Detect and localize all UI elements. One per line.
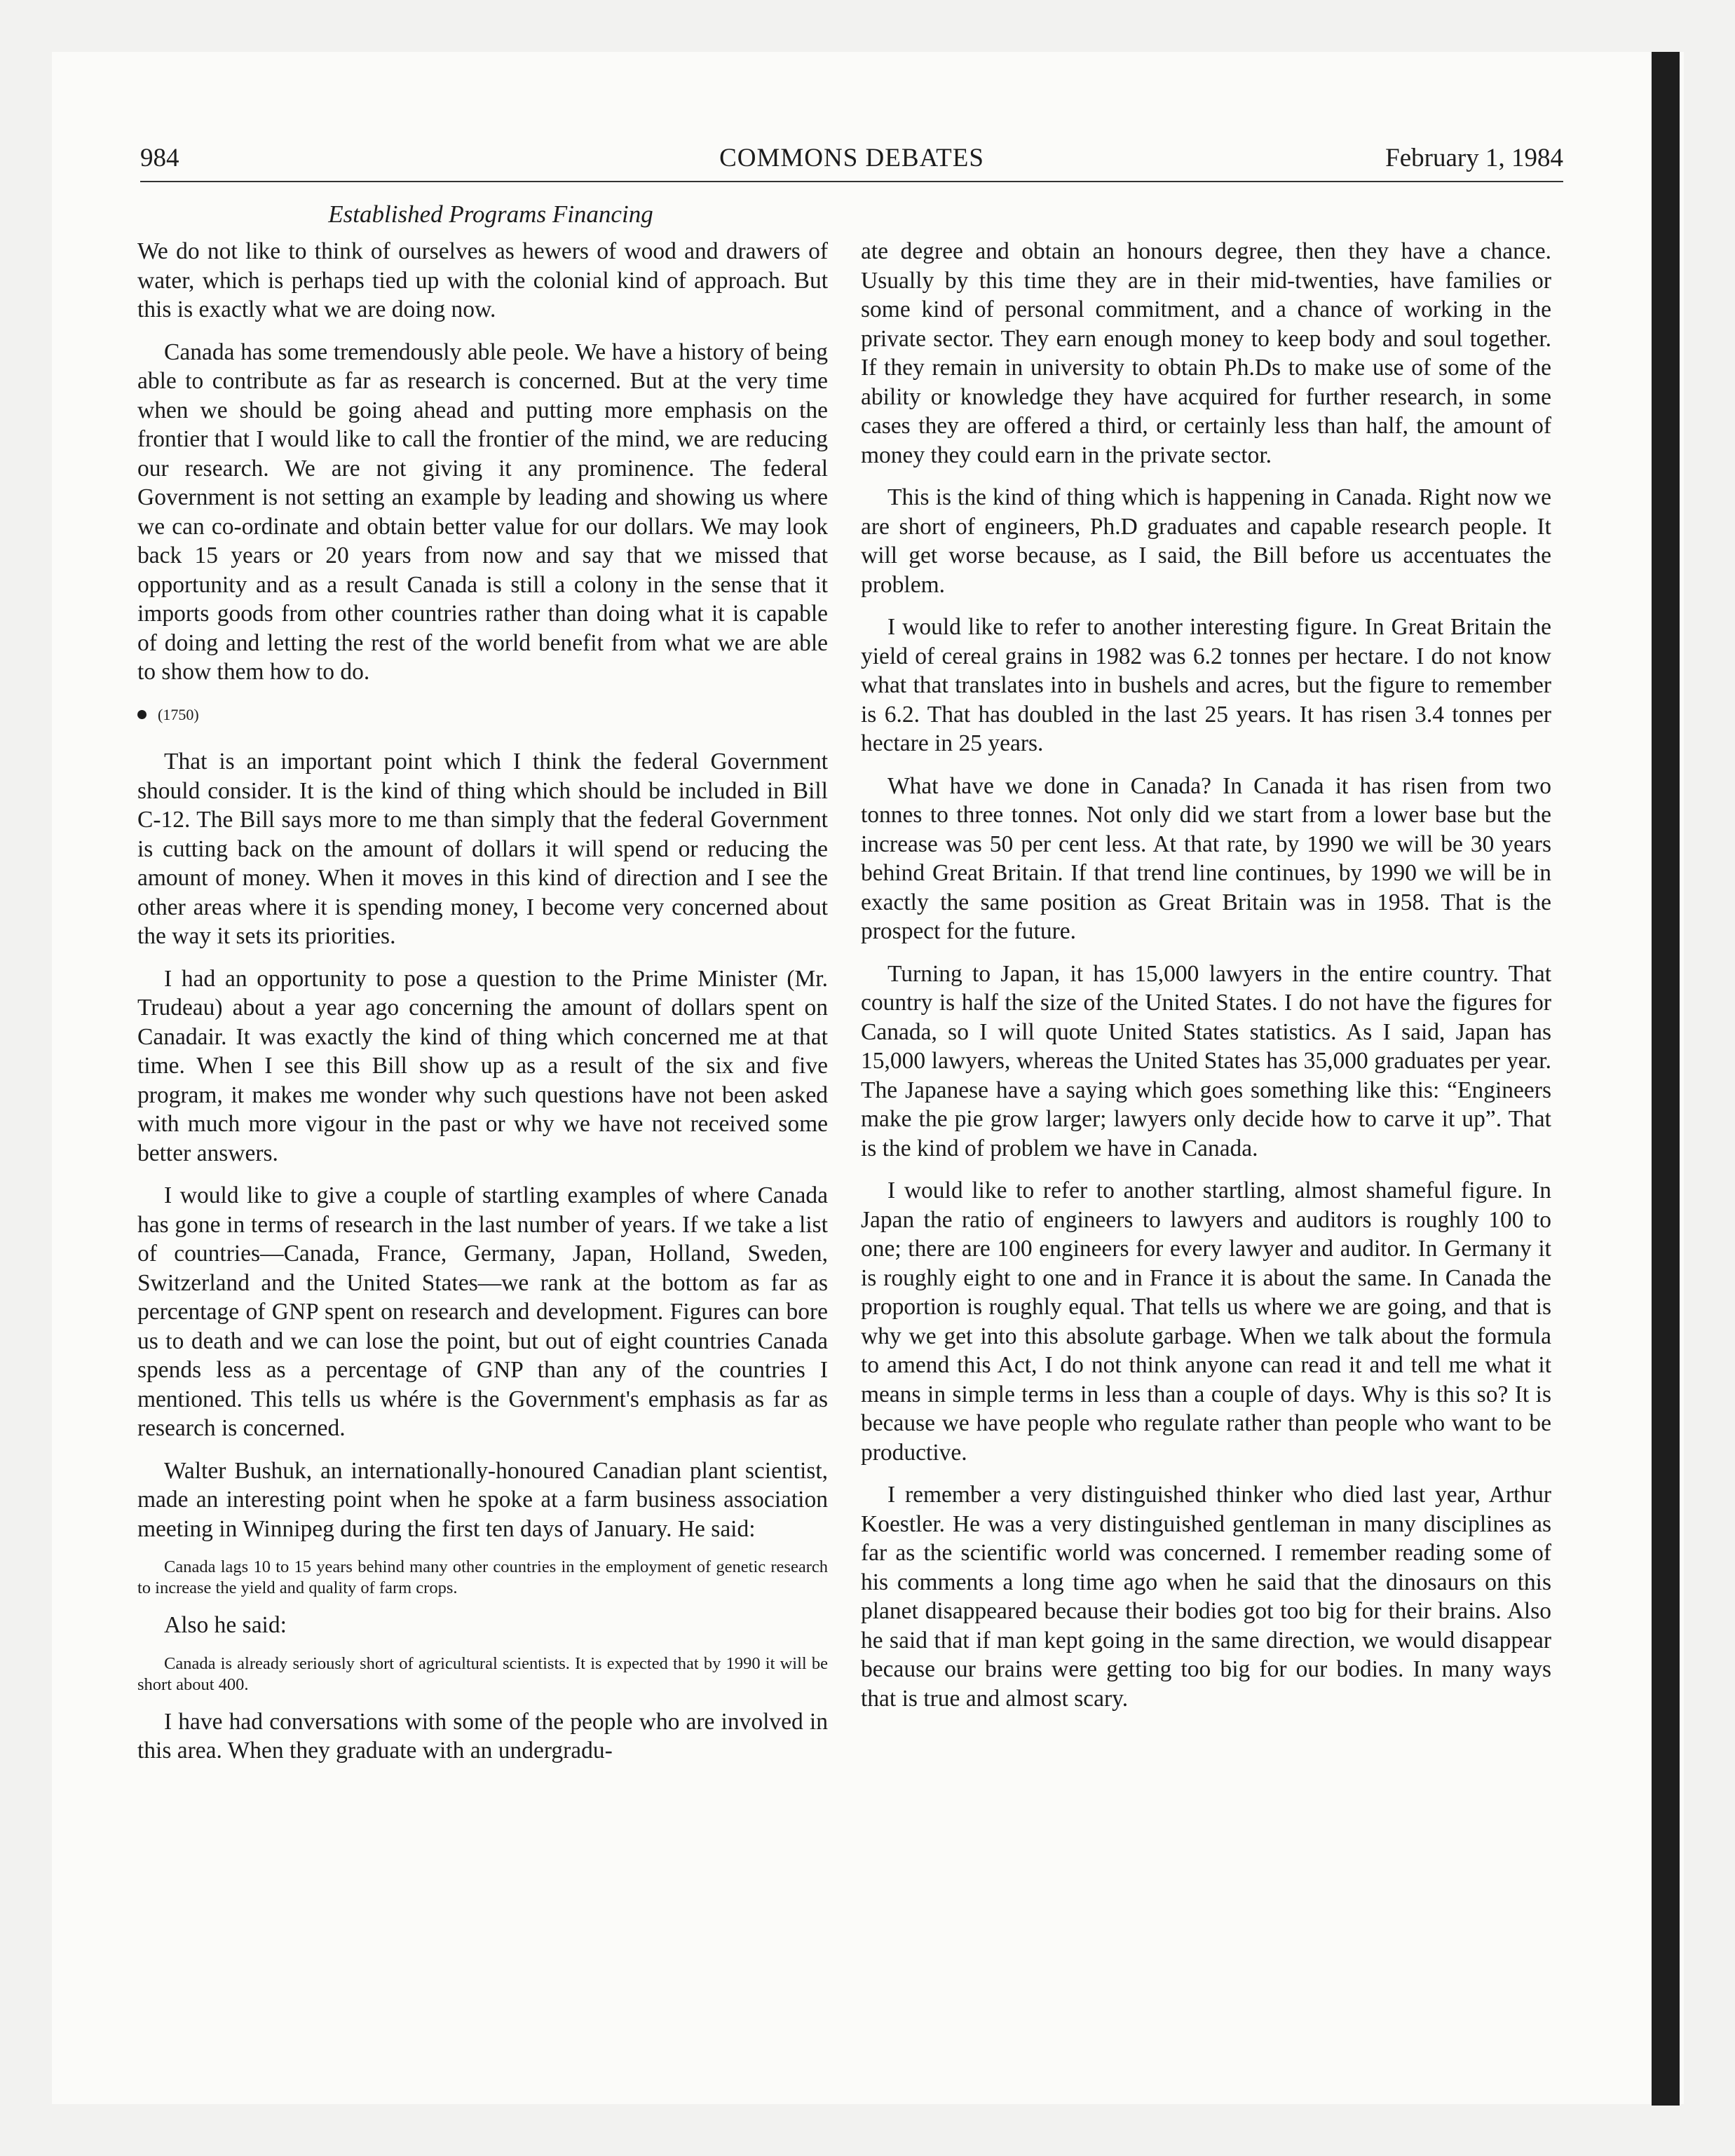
paragraph: Turning to Japan, it has 15,000 lawyers in the entire country. That country is half the size of the United States. I do not have the figures for Canada, so I will quote United States statistics. As I said, Japan has 15,000 lawyers, whereas the United States has 35,000 graduates per year. The Japanese have a saying which goes something like this: “Engineers make the pie grow larger; lawyers only decide how to carve it up”. That is the kind of problem we have in Canada.	[861, 960, 1551, 1161]
block-quote: Canada lags 10 to 15 years behind many other countries in the employment of genetic research to increase the yield and quality of farm crops.	[137, 1557, 828, 1597]
block-quote: Canada is already seriously short of agricultural scientists. It is expected that by 1990 it will be short about 400.	[137, 1653, 828, 1694]
publication-title: COMMONS DEBATES	[719, 144, 984, 172]
paragraph: I have had conversations with some of the people who are involved in this area. When they graduate with an undergradu-	[137, 1708, 828, 1763]
left-column	[137, 237, 828, 1779]
paragraph: I would like to refer to another startling, almost shameful figure. In Japan the ratio of engineers to lawyers and auditors is roughly 100 to one; there are 100 engineers for every lawyer and auditor. In Germany it is roughly eight to one and in France it is about the same. In Canada the proportion is roughly equal. That tells us where we are going, and that is why we get into this absolute garbage. When we talk about the formula to amend this Act, I do not think anyone can read it and tell me what it means in simple terms in less than a couple of days. Why is this so? It is because we have people who regulate rather than people who want to be productive.	[861, 1178, 1551, 1466]
paragraph: ate degree and obtain an honours degree, then they have a chance. Usually by this time they are in their mid-twenties, have families or some kind of personal commitment, and a chance of working in the private sector. They earn enough money to keep body and soul together. If they remain in university to obtain Ph.Ds to make use of some of the ability or knowledge they have acquired for further research, in some cases they are offered a third, or certainly less than half, the amount of money they could earn in the private sector.	[861, 238, 1551, 468]
running-head: Established Programs Financing	[328, 200, 653, 228]
time-marker-label: (1750)	[158, 705, 199, 723]
page-header	[140, 143, 1563, 185]
paragraph: Also he said:	[164, 1612, 287, 1638]
paragraph: Walter Bushuk, an internationally-honoured Canadian plant scientist, made an interesting point when he spoke at a farm business association meeting in Winnipeg during the first ten days of January. He said:	[137, 1457, 828, 1542]
paragraph: Canada has some tremendously able peole. We have a history of being able to contribute as far as research is concerned. But at the very time when we should be going ahead and putting more emphasis on the frontier that I would like to call the frontier of the mind, we are reducing our research. We are not giving it any prominence. The federal Government is not setting an example by leading and showing us where we can co-ordinate and obtain better value for our dollars. We may look back 15 years or 20 years from now and say that we missed that opportunity and as a result Canada is still a colony in the sense that it imports goods from other countries rather than doing what it is capable of doing and letting the rest of the world benefit from what we are able to show them how to do.	[137, 339, 828, 685]
paragraph: I would like to refer to another interesting figure. In Great Britain the yield of cereal grains in 1982 was 6.2 tonnes per hectare. I do not know what that translates into in bushels and acres, but the figure to remember is 6.2. That has doubled in the last 25 years. It has risen 3.4 tonnes per hectare in 25 years.	[861, 614, 1551, 756]
right-column	[861, 237, 1551, 1726]
time-marker	[137, 700, 828, 730]
page-number: 984	[140, 144, 179, 172]
paragraph: We do not like to think of ourselves as hewers of wood and drawers of water, which is perhaps tied up with the colonial kind of approach. But this is exactly what we are doing now.	[137, 238, 828, 322]
paragraph: I would like to give a couple of startling examples of where Canada has gone in terms of research in the last number of years. If we take a list of countries—Canada, France, Germany, Japan, Holland, Sweden, Switzerland and the United States—we rank at the bottom as far as percentage of GNP spent on research and development. Figures can bore us to death and we can lose the point, but out of eight countries Canada spends less as a percentage of GNP than any of the countries I mentioned. This tells us whére is the Government's emphasis as far as research is concerned.	[137, 1182, 828, 1441]
paragraph: I remember a very distinguished thinker who died last year, Arthur Koestler. He was a very distinguished gentleman in many disciplines as far as the scientific world was concerned. I remember reading some of his comments a long time ago when he said that the dinosaurs on this planet disappeared because their bodies got too big for their brains. Also he said that if man kept going in the same direction, we would disappear because our brains were getting too big for our bodies. In many ways that is true and almost scary.	[861, 1482, 1551, 1712]
paragraph: That is an important point which I think the federal Government should consider. It is the kind of thing which should be included in Bill C-12. The Bill says more to me than simply that the federal Government is cutting back on the amount of dollars it will spend or reducing the amount of money. When it moves in this kind of direction and I see the other areas where it is spending money, I become very concerned about the way it sets its priorities.	[137, 749, 828, 949]
paragraph: I had an opportunity to pose a question to the Prime Minister (Mr. Trudeau) about a year ago concerning the amount of dollars spent on Canadair. It was exactly the kind of thing which concerned me at that time. When I see this Bill show up as a result of the six and five program, it makes me wonder why such questions have not been asked with much more vigour in the past or why we have not received some better answers.	[137, 965, 828, 1166]
scan-edge-bar	[1652, 52, 1680, 2106]
bullet-dot-icon	[137, 710, 147, 719]
paragraph: This is the kind of thing which is happening in Canada. Right now we are short of engineers, Ph.D graduates and capable research people. It will get worse because, as I said, the Bill before us accentuates the problem.	[861, 484, 1551, 598]
paragraph: What have we done in Canada? In Canada it has risen from two tonnes to three tonnes. Not only did we start from a lower base but the increase was 50 per cent less. At that rate, by 1990 we will be 30 years behind Great Britain. If that trend line continues, by 1990 we will be in exactly the same position as Great Britain was in 1958. That is the prospect for the future.	[861, 772, 1551, 944]
publication-date: February 1, 1984	[1385, 144, 1563, 172]
header-rule	[140, 181, 1563, 182]
